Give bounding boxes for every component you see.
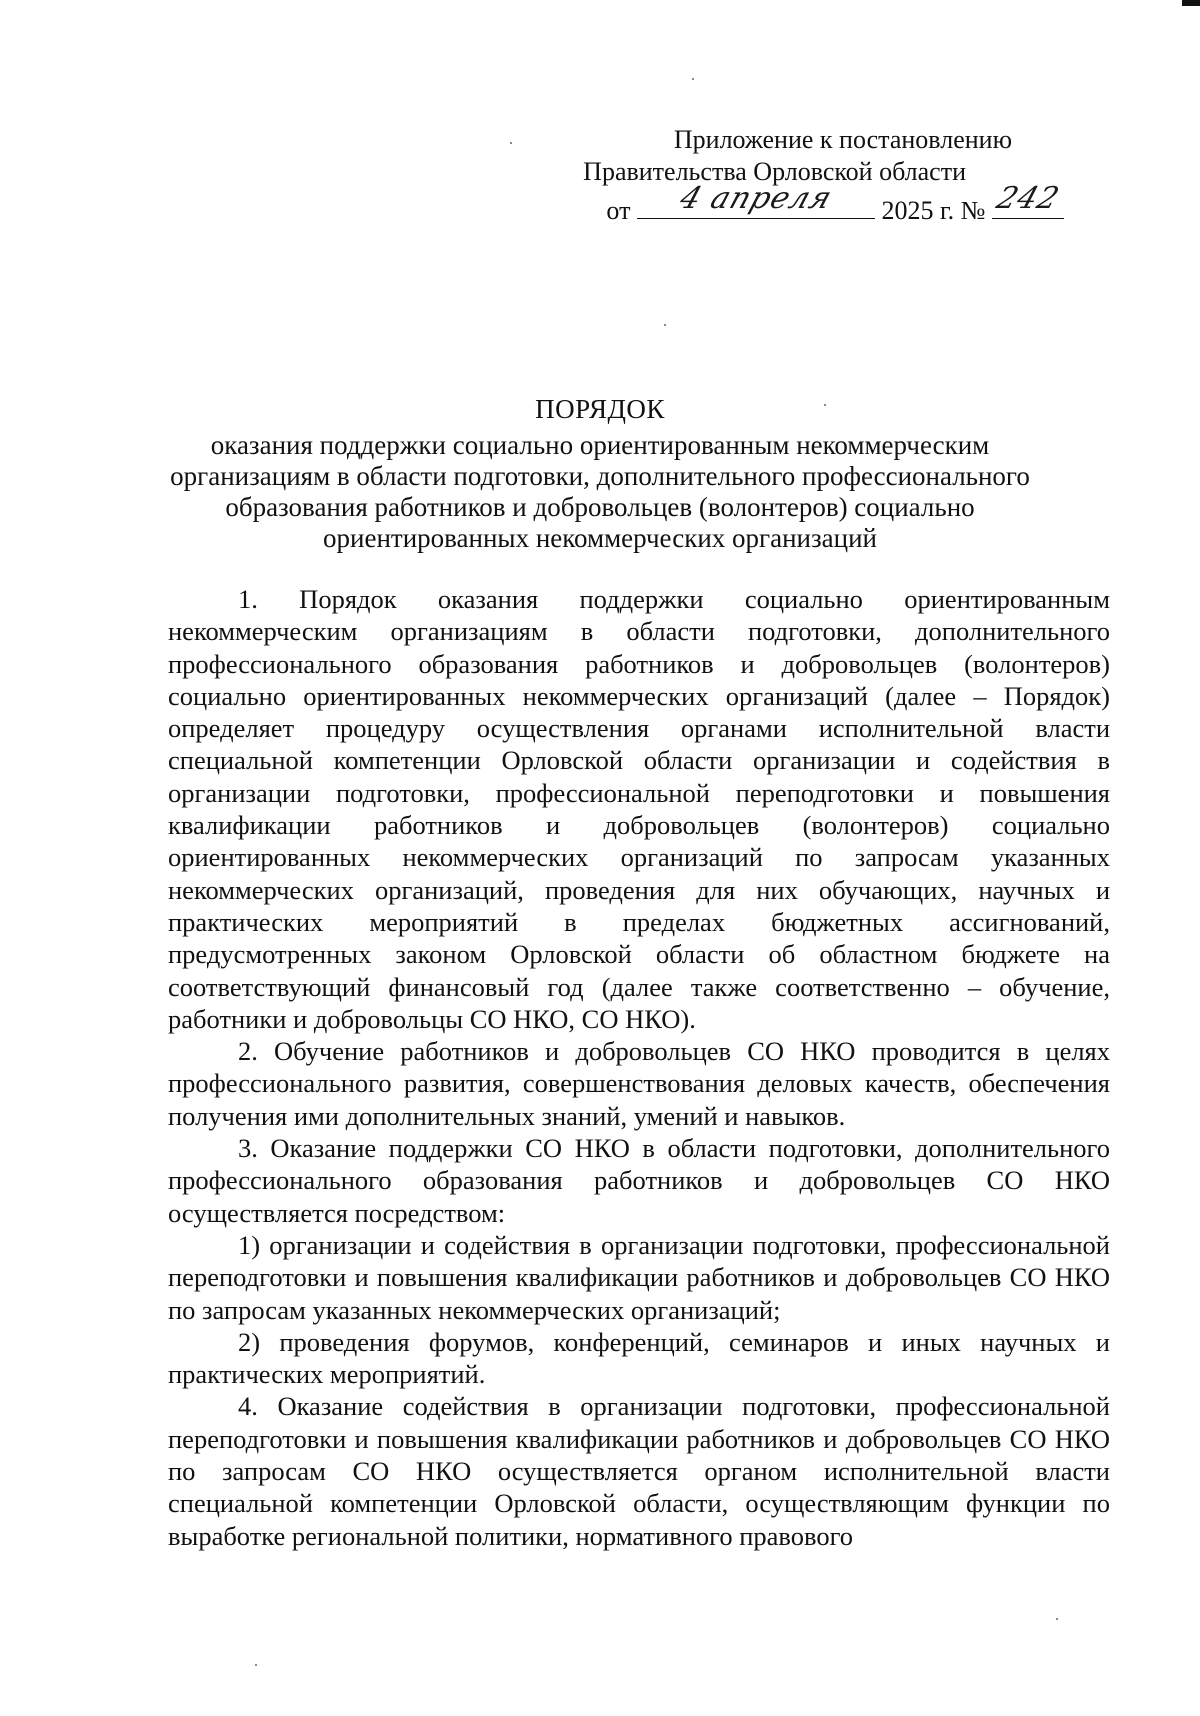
scan-speck bbox=[692, 78, 694, 80]
handwritten-date: 4 апреля bbox=[675, 181, 837, 216]
document-body bbox=[168, 583, 1110, 1552]
document-title bbox=[150, 394, 1050, 554]
date-blank bbox=[637, 181, 875, 219]
paragraph: 3. Оказание поддержки СО НКО в области подготовки, дополнительного профессионального образования работников и добровольцев СО НКО осуществляется посредством: bbox=[168, 1133, 1110, 1228]
year-number-label: 2025 г. № bbox=[881, 196, 986, 225]
appendix-header bbox=[550, 124, 1070, 227]
government-line: Правительства Орловской области bbox=[583, 157, 966, 186]
paragraph: 1. Порядок оказания поддержки социально ориентированным некоммерческим организациям в области подготовки, дополнительного профессионального образования работников и добровольцев (волонтеров) социально ориентированных некоммерческих организаций (далее – Порядок) определяет процедуру осуществления органами исполнительной власти специальной компетенции Орловской области организации и содействия в организации подготовки, профессиональной переподготовки и повышения квалификации работников и добровольцев (волонтеров) социально ориентированных некоммерческих организаций по запросам указанных некоммерческих организаций, проведения для них обучающих, научных и практических мероприятий в пределах бюджетных ассигнований, предусмотренных законом Орловской области об областном бюджете на соответствующий финансовый год (далее также соответственно – обучение, работники и добровольцы СО НКО, СО НКО). bbox=[168, 584, 1110, 1034]
scan-edge-mark bbox=[1182, 0, 1200, 6]
scan-speck bbox=[664, 324, 666, 326]
title-line: ориентированных некоммерческих организаций bbox=[323, 523, 877, 553]
from-label: от bbox=[606, 196, 631, 225]
scan-speck bbox=[255, 1664, 257, 1666]
paragraph: 2) проведения форумов, конференций, семинаров и иных научных и практических мероприятий. bbox=[168, 1326, 1110, 1390]
title-heading: ПОРЯДОК bbox=[535, 394, 665, 424]
handwritten-number: 242 bbox=[992, 181, 1064, 216]
appendix-line: Приложение к постановлению bbox=[673, 125, 1012, 154]
number-blank bbox=[992, 181, 1064, 219]
paragraph: 4. Оказание содействия в организации подготовки, профессиональной переподготовки и повышения квалификации работников и добровольцев СО НКО по запросам СО НКО осуществляется органом исполнительной власти специальной компетенции Орловской области, осуществляющим функции по выработке региональной политики, нормативного правового bbox=[168, 1391, 1110, 1551]
date-number-line bbox=[550, 181, 1070, 227]
title-line: образования работников и добровольцев (волонтеров) социально bbox=[225, 492, 975, 522]
paragraph: 1) организации и содействия в организации подготовки, профессиональной переподготовки и повышения квалификации работников и добровольцев СО НКО по запросам указанных некоммерческих организаций; bbox=[168, 1229, 1110, 1325]
scan-speck bbox=[1056, 1618, 1058, 1620]
scan-speck bbox=[510, 142, 512, 144]
title-line: оказания поддержки социально ориентированным некоммерческим bbox=[210, 430, 990, 460]
title-line: организациям в области подготовки, дополнительного профессионального bbox=[170, 461, 1030, 491]
paragraph: 2. Обучение работников и добровольцев СО НКО проводится в целях профессионального развития, совершенствования деловых качеств, обеспечения получения ими дополнительных знаний, умений и навыков. bbox=[168, 1036, 1110, 1131]
